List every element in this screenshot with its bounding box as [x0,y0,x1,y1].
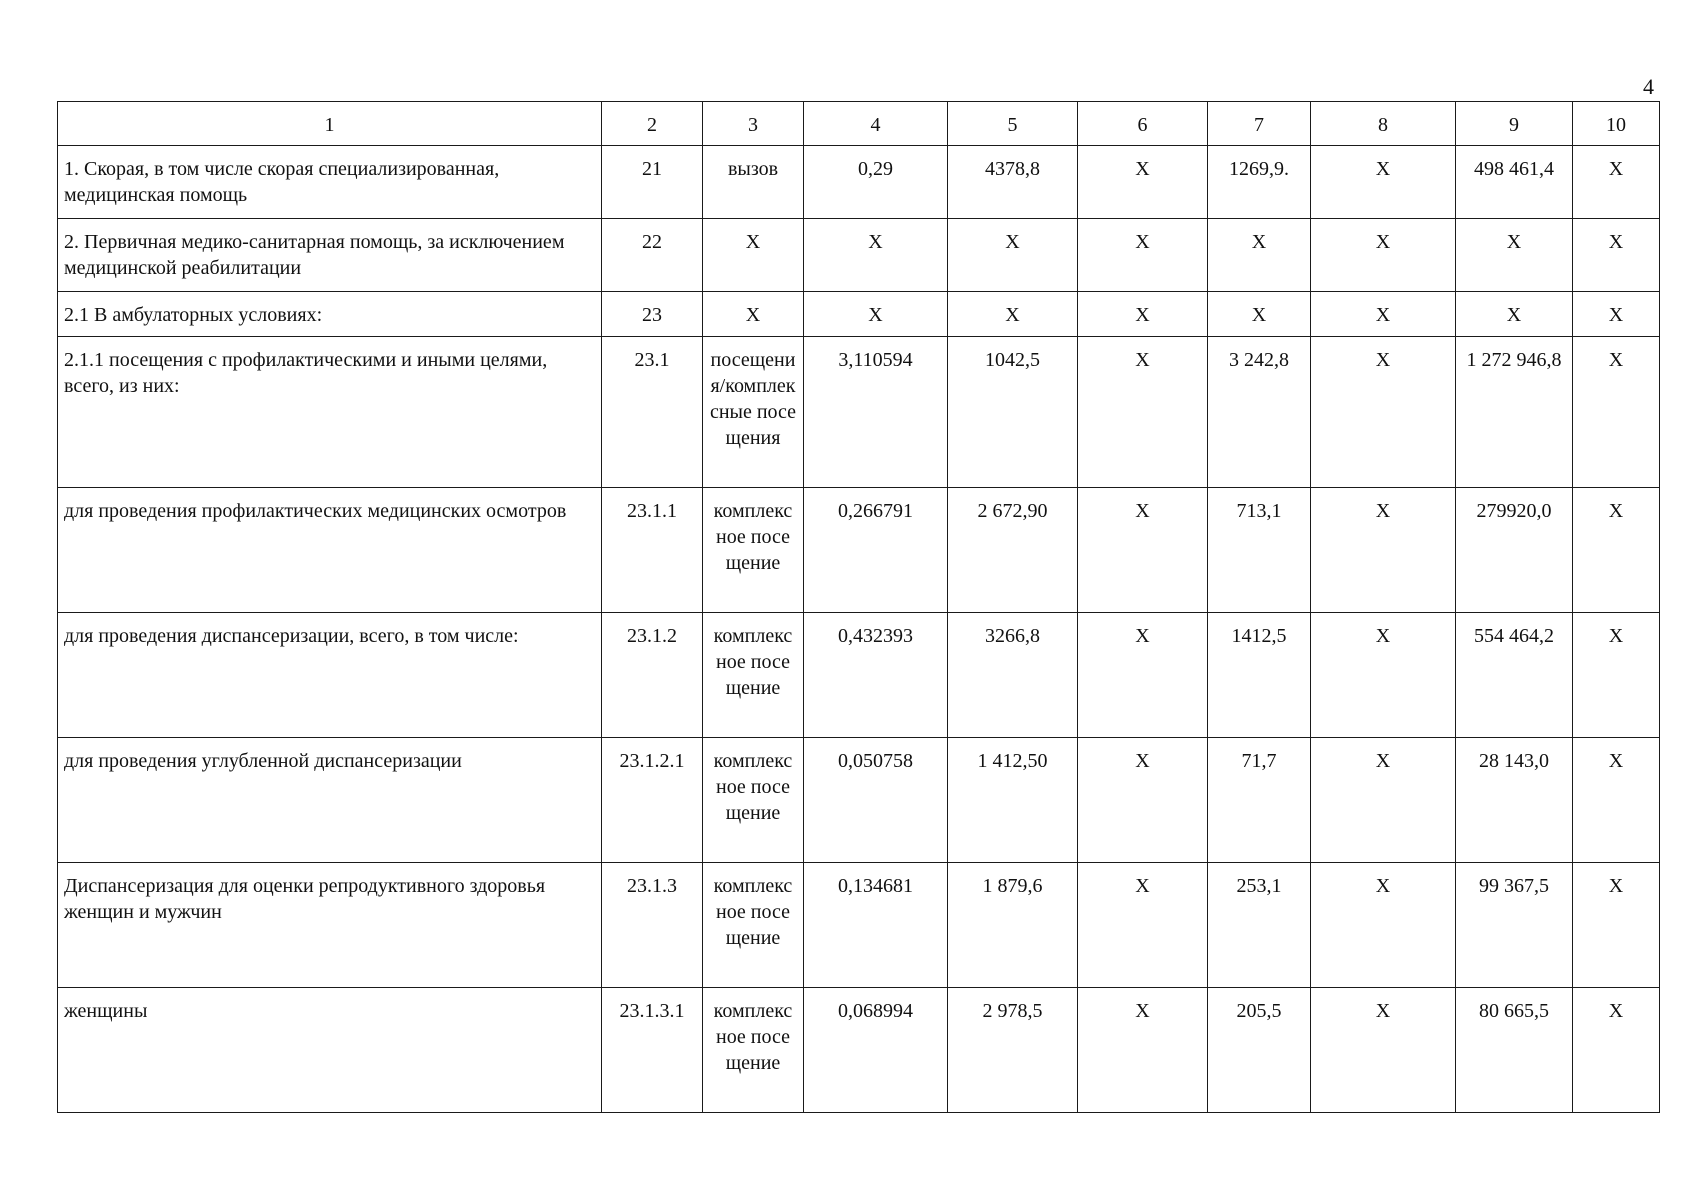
table-row [58,292,1660,337]
row-col9-cell: X [1456,219,1573,292]
row-col10-cell: X [1573,337,1660,488]
row-col4-cell: 0,050758 [804,738,948,863]
row-col6-cell: X [1078,613,1208,738]
row-col9-cell: 279920,0 [1456,488,1573,613]
row-col9-cell: 1 272 946,8 [1456,337,1573,488]
row-col10-cell: X [1573,738,1660,863]
column-header-5: 5 [948,102,1078,146]
row-name-cell: 2.1.1 посещения с профилактическими и иными целями, всего, из них: [58,337,602,488]
row-name-cell: для проведения углубленной диспансеризации [58,738,602,863]
row-col6-cell: X [1078,146,1208,219]
row-col4-cell: 3,110594 [804,337,948,488]
column-header-6: 6 [1078,102,1208,146]
row-unit-cell: комплексное посещение [703,863,804,988]
row-code-cell: 22 [602,219,703,292]
row-col5-cell: 1 879,6 [948,863,1078,988]
row-col7-cell: 1269,9. [1208,146,1311,219]
row-col10-cell: X [1573,988,1660,1113]
row-code-cell: 23.1.1 [602,488,703,613]
row-code-cell: 23.1.2 [602,613,703,738]
row-col9-cell: 554 464,2 [1456,613,1573,738]
row-col10-cell: X [1573,292,1660,337]
row-col8-cell: X [1311,613,1456,738]
row-col8-cell: X [1311,337,1456,488]
row-name-cell: для проведения профилактических медицинских осмотров [58,488,602,613]
row-col7-cell: 253,1 [1208,863,1311,988]
row-name-cell: Диспансеризация для оценки репродуктивного здоровья женщин и мужчин [58,863,602,988]
row-col7-cell: 205,5 [1208,988,1311,1113]
table-row [58,219,1660,292]
row-col9-cell: X [1456,292,1573,337]
column-header-7: 7 [1208,102,1311,146]
row-col10-cell: X [1573,863,1660,988]
table-row [58,146,1660,219]
row-col7-cell: X [1208,219,1311,292]
row-code-cell: 21 [602,146,703,219]
row-unit-cell: комплексное посещение [703,488,804,613]
page-number: 4 [1643,74,1654,99]
row-name-cell: 2.1 В амбулаторных условиях: [58,292,602,337]
row-col4-cell: 0,432393 [804,613,948,738]
row-col10-cell: X [1573,146,1660,219]
row-col6-cell: X [1078,292,1208,337]
row-name-cell: 1. Скорая, в том числе скорая специализированная, медицинская помощь [58,146,602,219]
row-col6-cell: X [1078,337,1208,488]
row-col5-cell: 1042,5 [948,337,1078,488]
row-unit-cell: вызов [703,146,804,219]
row-col8-cell: X [1311,488,1456,613]
row-unit-cell: посещения/комплексные посещения [703,337,804,488]
table-row [58,738,1660,863]
row-col5-cell: 4378,8 [948,146,1078,219]
column-header-10: 10 [1573,102,1660,146]
row-col9-cell: 498 461,4 [1456,146,1573,219]
row-col6-cell: X [1078,488,1208,613]
column-header-1: 1 [58,102,602,146]
row-col5-cell: 3266,8 [948,613,1078,738]
table-row [58,988,1660,1113]
row-col6-cell: X [1078,219,1208,292]
table-row [58,337,1660,488]
row-unit-cell: комплексное посещение [703,988,804,1113]
row-col8-cell: X [1311,219,1456,292]
row-col7-cell: 1412,5 [1208,613,1311,738]
row-code-cell: 23.1 [602,337,703,488]
row-name-cell: для проведения диспансеризации, всего, в том числе: [58,613,602,738]
column-header-2: 2 [602,102,703,146]
row-col8-cell: X [1311,988,1456,1113]
table-row [58,613,1660,738]
row-name-cell: женщины [58,988,602,1113]
row-col5-cell: X [948,219,1078,292]
row-col4-cell: 0,134681 [804,863,948,988]
row-col6-cell: X [1078,738,1208,863]
row-col9-cell: 99 367,5 [1456,863,1573,988]
row-col8-cell: X [1311,292,1456,337]
row-col9-cell: 80 665,5 [1456,988,1573,1113]
row-unit-cell: комплексное посещение [703,613,804,738]
data-table [57,101,1660,1113]
table-row [58,863,1660,988]
row-col4-cell: 0,29 [804,146,948,219]
row-col7-cell: 713,1 [1208,488,1311,613]
column-header-3: 3 [703,102,804,146]
row-code-cell: 23 [602,292,703,337]
row-col8-cell: X [1311,738,1456,863]
row-unit-cell: комплексное посещение [703,738,804,863]
row-col8-cell: X [1311,863,1456,988]
row-code-cell: 23.1.3 [602,863,703,988]
row-col4-cell: X [804,292,948,337]
row-col4-cell: 0,068994 [804,988,948,1113]
table-row [58,488,1660,613]
row-col8-cell: X [1311,146,1456,219]
column-header-8: 8 [1311,102,1456,146]
row-col6-cell: X [1078,863,1208,988]
row-name-cell: 2. Первичная медико-санитарная помощь, за исключением медицинской реабилитации [58,219,602,292]
row-col4-cell: 0,266791 [804,488,948,613]
row-col5-cell: X [948,292,1078,337]
header-row [58,102,1660,146]
row-unit-cell: X [703,219,804,292]
column-header-9: 9 [1456,102,1573,146]
row-col5-cell: 2 978,5 [948,988,1078,1113]
row-col9-cell: 28 143,0 [1456,738,1573,863]
row-col10-cell: X [1573,488,1660,613]
column-header-4: 4 [804,102,948,146]
row-col7-cell: X [1208,292,1311,337]
row-col10-cell: X [1573,219,1660,292]
row-code-cell: 23.1.3.1 [602,988,703,1113]
row-unit-cell: X [703,292,804,337]
row-col4-cell: X [804,219,948,292]
row-col10-cell: X [1573,613,1660,738]
row-col7-cell: 3 242,8 [1208,337,1311,488]
row-code-cell: 23.1.2.1 [602,738,703,863]
row-col5-cell: 2 672,90 [948,488,1078,613]
row-col6-cell: X [1078,988,1208,1113]
row-col7-cell: 71,7 [1208,738,1311,863]
row-col5-cell: 1 412,50 [948,738,1078,863]
